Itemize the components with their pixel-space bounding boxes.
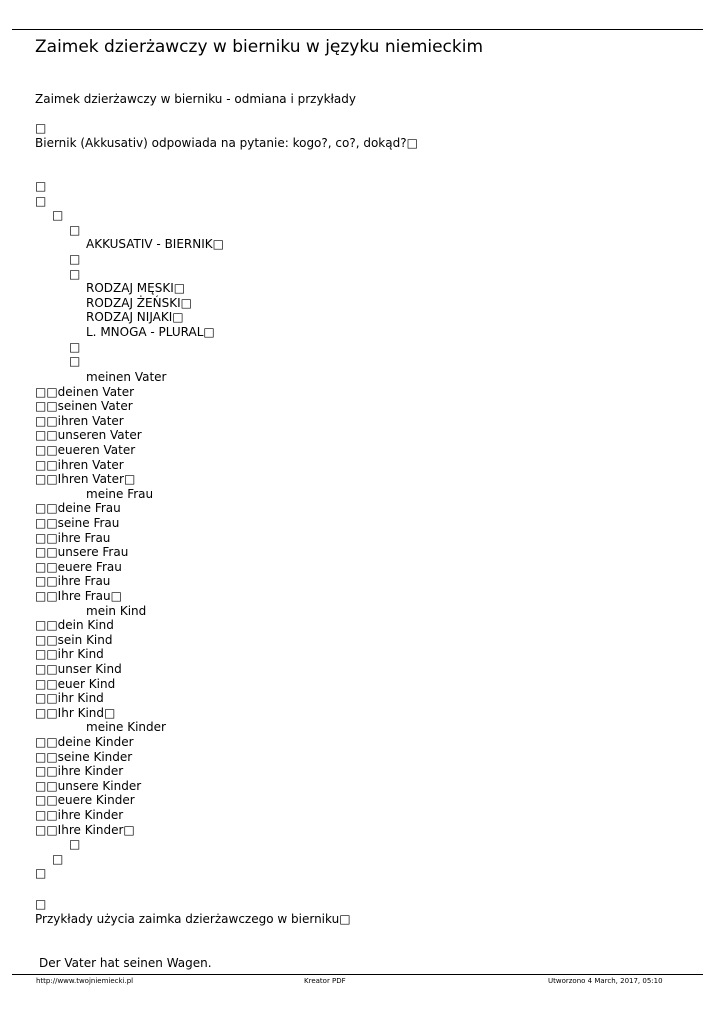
table-line: □□euere Kinder [35,793,135,808]
table-line: □□deine Kinder [35,735,134,749]
table-line: □□Ihr Kind□ [35,705,116,720]
table-line: □ [69,222,81,237]
table-line: □□ihr Kind [35,647,104,662]
table-line: □□ihre Kinder [35,764,124,779]
table-line: □□seine Frau [35,516,120,530]
table-line: RODZAJ ŻEŃSKI□ [86,295,192,310]
table-line: □□dein Kind [35,618,114,633]
table-line: □□euere Frau [35,559,122,574]
table-line: □□deinen Vater [35,384,135,399]
page-title: Zaimek dzierżawczy w bierniku w języku niemieckim [35,37,484,57]
table-line: □□Ihre Frau□ [35,589,122,603]
example-sentence: Der Vater hat seinen Wagen. [39,956,212,970]
table-line: L. MNOGA - PLURAL□ [86,325,215,339]
table-line: □□Ihre Kinder□ [35,822,135,837]
table-line: □□seinen Vater [35,399,133,414]
table-line: RODZAJ MĘSKI□ [86,281,186,296]
intro-text: Biernik (Akkusativ) odpowiada na pytanie: kogo?, co?, dokąd?□ [35,136,418,150]
table-line: AKKUSATIV - BIERNIK□ [86,237,224,252]
table-line: □□ihre Frau [35,530,111,545]
table-line: □□unseren Vater [35,428,142,443]
table-line: □□unsere Frau [35,545,129,560]
table-line: □□ihre Kinder [35,808,124,822]
table-line: □ [69,837,81,852]
table-line: □ [69,266,81,281]
footer-created: Utworzono 4 March, 2017, 05:10 [548,977,663,985]
footer-creator: Kreator PDF [304,977,346,985]
table-line: □□ihr Kind [35,691,104,706]
table-line: meinen Vater [86,370,167,384]
subtitle: Zaimek dzierżawczy w bierniku - odmiana i przykłady [35,92,356,106]
table-line: □ [52,208,64,223]
footer-rule [12,974,703,975]
table-line: □□Ihren Vater□ [35,472,136,487]
examples-heading: Przykłady użycia zaimka dzierżawczego w bierniku□ [35,912,351,926]
table-line: □□ihre Frau [35,574,111,589]
table-line: □ [69,252,81,266]
table-line: □ [35,866,47,881]
footer-url: http://www.twojniemiecki.pl [36,977,134,985]
table-line: □ [35,193,47,208]
table-line: □ [69,339,81,354]
table-line: RODZAJ NIJAKI□ [86,310,184,325]
placeholder-marker: □ [35,121,47,135]
table-line: □□ihren Vater [35,457,124,472]
header-rule [12,29,703,30]
table-line: □□seine Kinder [35,749,133,764]
table-line: □ [35,179,47,193]
placeholder-marker: □ [35,897,47,911]
table-line: □ [52,851,64,866]
table-line: meine Frau [86,486,154,501]
table-line: □□eueren Vater [35,443,136,457]
table-line: □□unser Kind [35,662,122,676]
table-line: □□euer Kind [35,676,116,691]
table-line: □□ihren Vater [35,413,124,428]
table-line: meine Kinder [86,720,166,735]
table-line: □□sein Kind [35,632,113,647]
table-line: mein Kind [86,603,147,618]
table-line: □□unsere Kinder [35,778,142,793]
table-line: □ [69,354,81,369]
table-line: □□deine Frau [35,501,121,516]
